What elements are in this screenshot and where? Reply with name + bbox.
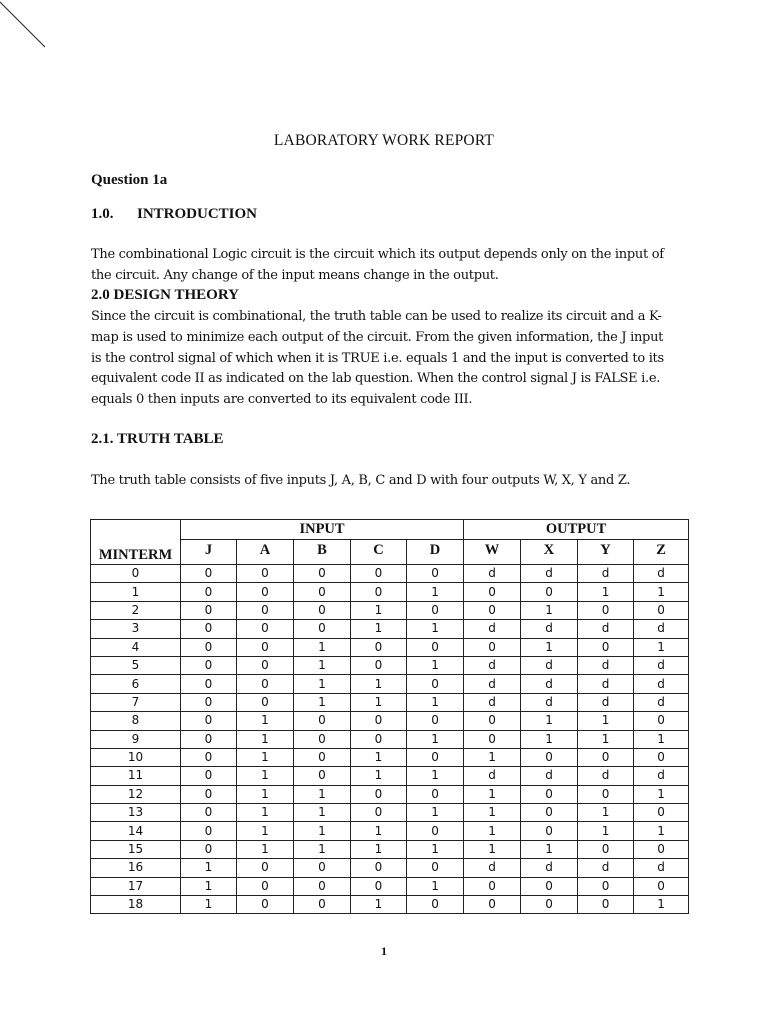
table-cell: 1 — [294, 656, 351, 674]
column-header-w: W — [464, 540, 521, 565]
minterm-cell: 12 — [91, 785, 181, 803]
page-number: 1 — [381, 944, 387, 958]
introduction-heading — [91, 206, 257, 223]
table-cell: 0 — [351, 656, 407, 674]
truth-table-heading: 2.1. TRUTH TABLE — [91, 431, 224, 447]
table-cell: 1 — [294, 822, 351, 840]
table-cell: 1 — [464, 804, 521, 822]
table-cell: 1 — [634, 896, 689, 914]
minterm-cell: 10 — [91, 748, 181, 766]
table-cell: 0 — [634, 712, 689, 730]
table-cell: d — [464, 675, 521, 693]
minterm-cell: 13 — [91, 804, 181, 822]
table-cell: d — [578, 620, 634, 638]
table-cell: d — [464, 693, 521, 711]
table-cell: d — [521, 565, 578, 583]
table-cell: 0 — [351, 859, 407, 877]
input-group-header: INPUT — [181, 520, 464, 540]
table-cell: 1 — [181, 896, 237, 914]
table-cell: 0 — [578, 840, 634, 858]
table-cell: 1 — [351, 620, 407, 638]
minterm-cell: 1 — [91, 583, 181, 601]
table-cell: 1 — [351, 601, 407, 619]
section-title: INTRODUCTION — [137, 206, 258, 222]
table-cell: 0 — [237, 565, 294, 583]
table-cell: 0 — [407, 601, 464, 619]
table-cell: 0 — [578, 638, 634, 656]
minterm-cell: 14 — [91, 822, 181, 840]
table-cell: 0 — [521, 785, 578, 803]
output-group-header: OUTPUT — [464, 520, 689, 540]
minterm-cell: 11 — [91, 767, 181, 785]
table-row — [91, 877, 689, 895]
table-row — [91, 712, 689, 730]
report-title: LABORATORY WORK REPORT — [273, 132, 495, 149]
table-cell: 0 — [237, 693, 294, 711]
table-cell: 0 — [351, 565, 407, 583]
table-cell: 0 — [181, 804, 237, 822]
table-cell: 1 — [578, 822, 634, 840]
table-cell: 0 — [237, 896, 294, 914]
table-cell: d — [578, 675, 634, 693]
table-cell: 0 — [407, 638, 464, 656]
table-cell: 0 — [407, 785, 464, 803]
table-cell: 0 — [237, 877, 294, 895]
table-cell: 1 — [464, 822, 521, 840]
table-cell: 1 — [407, 583, 464, 601]
table-cell: d — [521, 620, 578, 638]
table-row — [91, 601, 689, 619]
table-cell: d — [634, 859, 689, 877]
table-cell: 1 — [237, 785, 294, 803]
truth-table — [90, 519, 689, 914]
table-cell: 0 — [407, 822, 464, 840]
table-cell: 0 — [351, 712, 407, 730]
column-header-b: B — [294, 540, 351, 565]
table-cell: d — [578, 859, 634, 877]
table-cell: 0 — [294, 877, 351, 895]
table-cell: 0 — [181, 693, 237, 711]
introduction-paragraph: The combinational Logic circuit is the circuit which its output depends only on the input of the circuit. Any change of the input means change in the output. — [91, 247, 664, 283]
table-cell: 0 — [294, 601, 351, 619]
table-cell: 1 — [351, 896, 407, 914]
table-cell: 1 — [407, 620, 464, 638]
table-row — [91, 804, 689, 822]
table-row — [91, 767, 689, 785]
table-cell: 0 — [351, 785, 407, 803]
table-row — [91, 785, 689, 803]
table-cell: 0 — [294, 896, 351, 914]
table-cell: 0 — [464, 583, 521, 601]
table-cell: 0 — [464, 730, 521, 748]
table-cell: 1 — [237, 822, 294, 840]
table-row — [91, 859, 689, 877]
table-cell: 1 — [464, 748, 521, 766]
table-cell: 1 — [407, 877, 464, 895]
table-cell: 0 — [634, 840, 689, 858]
table-cell: d — [634, 656, 689, 674]
table-row — [91, 730, 689, 748]
table-cell: d — [464, 565, 521, 583]
table-cell: 0 — [634, 601, 689, 619]
table-cell: d — [464, 656, 521, 674]
table-cell: d — [578, 693, 634, 711]
table-cell: 1 — [521, 840, 578, 858]
table-cell: d — [634, 565, 689, 583]
table-row — [91, 822, 689, 840]
table-cell: 0 — [351, 877, 407, 895]
table-cell: d — [464, 620, 521, 638]
column-header-c: C — [351, 540, 407, 565]
table-cell: 0 — [237, 620, 294, 638]
table-cell: 1 — [634, 822, 689, 840]
table-cell: d — [464, 767, 521, 785]
table-row — [91, 896, 689, 914]
table-cell: 0 — [578, 601, 634, 619]
table-cell: d — [521, 693, 578, 711]
table-cell: 0 — [578, 785, 634, 803]
table-cell: 1 — [351, 693, 407, 711]
table-row — [91, 693, 689, 711]
table-cell: 0 — [294, 767, 351, 785]
minterm-cell: 0 — [91, 565, 181, 583]
table-cell: 1 — [294, 675, 351, 693]
table-cell: 1 — [237, 804, 294, 822]
minterm-cell: 3 — [91, 620, 181, 638]
table-cell: 1 — [237, 767, 294, 785]
table-cell: 0 — [294, 620, 351, 638]
table-cell: 0 — [407, 896, 464, 914]
table-cell: 0 — [634, 877, 689, 895]
table-cell: 1 — [407, 693, 464, 711]
table-cell: 0 — [464, 601, 521, 619]
question-label: Question 1a — [91, 172, 168, 188]
table-cell: 1 — [634, 583, 689, 601]
table-cell: 0 — [351, 804, 407, 822]
table-cell: 1 — [407, 767, 464, 785]
table-cell: 0 — [181, 840, 237, 858]
table-cell: 1 — [578, 583, 634, 601]
table-cell: 0 — [294, 730, 351, 748]
table-cell: 0 — [407, 565, 464, 583]
table-cell: 0 — [634, 804, 689, 822]
table-cell: 0 — [521, 583, 578, 601]
table-cell: 0 — [578, 748, 634, 766]
table-cell: d — [521, 859, 578, 877]
table-cell: 0 — [294, 748, 351, 766]
table-cell: 0 — [237, 656, 294, 674]
column-header-j: J — [181, 540, 237, 565]
minterm-cell: 9 — [91, 730, 181, 748]
table-cell: 0 — [181, 583, 237, 601]
table-cell: 1 — [237, 712, 294, 730]
table-cell: 0 — [237, 601, 294, 619]
table-cell: 1 — [294, 804, 351, 822]
table-cell: 0 — [181, 748, 237, 766]
table-cell: 0 — [294, 712, 351, 730]
truth-table-intro: The truth table consists of five inputs J, A, B, C and D with four outputs W, X, Y and Z. — [91, 473, 631, 488]
column-header-y: Y — [578, 540, 634, 565]
table-cell: d — [634, 767, 689, 785]
minterm-cell: 2 — [91, 601, 181, 619]
column-header-a: A — [237, 540, 294, 565]
table-cell: 0 — [407, 748, 464, 766]
table-cell: 0 — [181, 601, 237, 619]
table-cell: 0 — [237, 638, 294, 656]
table-cell: 0 — [464, 712, 521, 730]
table-cell: 1 — [294, 785, 351, 803]
section-number: 1.0. — [91, 206, 114, 222]
table-cell: 0 — [634, 748, 689, 766]
table-cell: 0 — [521, 877, 578, 895]
table-cell: 1 — [237, 840, 294, 858]
table-cell: 0 — [464, 638, 521, 656]
table-cell: 0 — [181, 656, 237, 674]
table-cell: 1 — [294, 638, 351, 656]
table-cell: 1 — [351, 822, 407, 840]
corner-fold-line — [0, 0, 60, 60]
minterm-cell: 5 — [91, 656, 181, 674]
table-cell: 1 — [634, 785, 689, 803]
minterm-header: MINTERM — [91, 520, 181, 565]
table-cell: 1 — [407, 840, 464, 858]
table-cell: 1 — [578, 730, 634, 748]
table-cell: 1 — [407, 804, 464, 822]
table-cell: 0 — [407, 712, 464, 730]
table-cell: 1 — [181, 877, 237, 895]
table-row — [91, 565, 689, 583]
minterm-cell: 16 — [91, 859, 181, 877]
table-cell: 0 — [181, 785, 237, 803]
table-cell: 1 — [407, 656, 464, 674]
table-cell: 0 — [294, 565, 351, 583]
minterm-cell: 15 — [91, 840, 181, 858]
table-cell: 1 — [351, 748, 407, 766]
table-cell: 0 — [181, 638, 237, 656]
column-header-d: D — [407, 540, 464, 565]
table-cell: 0 — [181, 712, 237, 730]
minterm-cell: 8 — [91, 712, 181, 730]
table-cell: 0 — [181, 822, 237, 840]
table-cell: 0 — [464, 896, 521, 914]
table-cell: 1 — [521, 601, 578, 619]
table-cell: 1 — [237, 730, 294, 748]
table-cell: 0 — [237, 583, 294, 601]
table-cell: 1 — [634, 638, 689, 656]
minterm-cell: 7 — [91, 693, 181, 711]
table-cell: d — [578, 565, 634, 583]
table-cell: 0 — [294, 583, 351, 601]
table-cell: 1 — [237, 748, 294, 766]
table-cell: 0 — [237, 859, 294, 877]
table-cell: d — [578, 767, 634, 785]
table-cell: 1 — [578, 804, 634, 822]
table-cell: 1 — [464, 840, 521, 858]
table-cell: 0 — [521, 896, 578, 914]
table-cell: d — [521, 675, 578, 693]
table-cell: 0 — [181, 675, 237, 693]
minterm-cell: 4 — [91, 638, 181, 656]
table-cell: d — [464, 859, 521, 877]
table-cell: d — [578, 656, 634, 674]
table-cell: 0 — [294, 859, 351, 877]
table-cell: 0 — [351, 583, 407, 601]
truth-table-body — [91, 565, 689, 914]
minterm-cell: 6 — [91, 675, 181, 693]
table-row — [91, 675, 689, 693]
table-cell: 0 — [351, 730, 407, 748]
table-cell: 0 — [351, 638, 407, 656]
table-cell: 0 — [464, 877, 521, 895]
table-cell: 0 — [521, 822, 578, 840]
table-cell: 1 — [407, 730, 464, 748]
table-row — [91, 583, 689, 601]
table-cell: 1 — [578, 712, 634, 730]
column-header-x: X — [521, 540, 578, 565]
table-row — [91, 638, 689, 656]
table-cell: 0 — [181, 620, 237, 638]
table-cell: d — [634, 693, 689, 711]
table-cell: d — [634, 620, 689, 638]
table-cell: 0 — [181, 767, 237, 785]
design-theory-heading: 2.0 DESIGN THEORY — [91, 287, 239, 303]
table-cell: 0 — [578, 896, 634, 914]
table-cell: 0 — [521, 804, 578, 822]
table-cell: d — [521, 767, 578, 785]
column-header-z: Z — [634, 540, 689, 565]
table-cell: 1 — [351, 767, 407, 785]
table-cell: 1 — [351, 840, 407, 858]
table-row — [91, 748, 689, 766]
table-cell: 1 — [634, 730, 689, 748]
table-row — [91, 656, 689, 674]
table-cell: 0 — [181, 730, 237, 748]
table-cell: 1 — [521, 638, 578, 656]
table-cell: 1 — [294, 840, 351, 858]
table-cell: 0 — [407, 675, 464, 693]
minterm-cell: 17 — [91, 877, 181, 895]
table-cell: 1 — [294, 693, 351, 711]
table-cell: 0 — [181, 565, 237, 583]
table-cell: 0 — [578, 877, 634, 895]
table-cell: 0 — [407, 859, 464, 877]
table-cell: 0 — [521, 748, 578, 766]
minterm-cell: 18 — [91, 896, 181, 914]
table-cell: 1 — [181, 859, 237, 877]
design-theory-paragraph: Since the circuit is combinational, the truth table can be used to realize its circuit and a K-map is used to minimize each output of the circuit. From the given information, the J input is the control signal of which when it is TRUE i.e. equals 1 and the input is converted to its equivalent code II as indicated on the lab question. When the control signal J is FALSE i.e. equals 0 then inputs are converted to its equivalent code III. — [91, 309, 664, 408]
table-cell: 0 — [237, 675, 294, 693]
table-cell: 1 — [521, 730, 578, 748]
table-cell: 1 — [521, 712, 578, 730]
table-cell: d — [521, 656, 578, 674]
table-row — [91, 620, 689, 638]
table-cell: 1 — [464, 785, 521, 803]
table-row — [91, 840, 689, 858]
table-cell: 1 — [351, 675, 407, 693]
table-cell: d — [634, 675, 689, 693]
